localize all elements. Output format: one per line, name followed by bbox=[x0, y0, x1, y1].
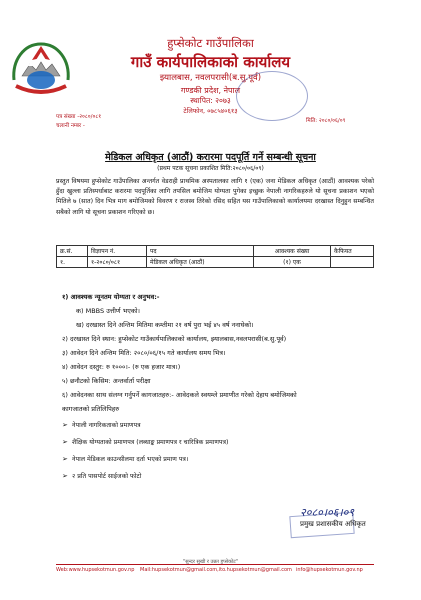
list-item: ➢ २ प्रति पासपोर्ट साईजको फोटो bbox=[62, 472, 142, 480]
notice-paragraph: प्रस्तुत विषयमा हुप्सेकोट गाउँपालिका अन्तर्गत वेडराही प्राथमिक अस्पतालका लागि १ (एक) जना मेडिकल अधिकृत (आठौं) आवश्यक परेको हुँदा खुल्ला प्रतिस्पर्धाबाट करारमा पदपूर्तिका लागि तपसिल बमोजिम योग्यता पुगेका इच्छुक नेपाली नागरिकहरुले यो सूचना प्रकाशन भएको मितिले ७ (सात) दिन भित्र माग बमोजिमको विवरण र राजस्व तिरेको रसिद सहित यस गाउँपालिकाको कार्यालयमा दरखास्त दिनुहुन सम्बन्धित सबैको लागि यो सूचना प्रकाशन गरिएको छ। bbox=[56, 178, 374, 216]
table-header: क्र.सं. bbox=[57, 246, 88, 257]
footer-web: Web:www.hupsekotmun.gov.np bbox=[56, 567, 135, 573]
section-fee: ४) आवेदन दस्तुर: रु १०००।- (रु एक हजार मात्र।) bbox=[62, 363, 181, 371]
ref-number: पत्र संख्या -२०८०/०८१ bbox=[56, 114, 102, 120]
qualification-b: ख) दरखास्त दिने अन्तिम मितिमा कम्तीमा २१ वर्ष पुरा भई ४५ वर्ष ननाघेको। bbox=[76, 321, 254, 329]
table-cell: मेडिकल अधिकृत (आठौं) bbox=[147, 257, 254, 268]
office-address: झ्यालबास, नवलपरासी(ब.सु.पूर्व) bbox=[159, 73, 262, 83]
footer-motto: "सुन्दर सुखी र उन्नत हुप्सेकोट" bbox=[182, 559, 239, 565]
section-qualification-heading: १) आवश्यक न्यूनतम योग्यता र अनुभव:- bbox=[62, 293, 160, 301]
dispatch-number: चलानी नम्बर - bbox=[56, 123, 85, 129]
section-selection: ५) छनौटको किसिम: अन्तर्वार्ता परीक्षा bbox=[62, 377, 151, 385]
qualification-a: क) MBBS उत्तीर्ण भएको। bbox=[76, 307, 141, 315]
table-header: आवश्यक संख्या bbox=[254, 246, 331, 257]
footer-divider bbox=[56, 564, 374, 565]
section-documents: ६) आवेदनका साथ संलग्न गर्नुपर्ने कागजातहरु:- आवेदकले स्वयम्ले प्रमाणीत गरेको देहाय बमोजिमको bbox=[62, 391, 297, 399]
table-header: कैफियत bbox=[331, 246, 374, 257]
table-cell: १. bbox=[57, 257, 88, 268]
arrow-check-icon: ➢ bbox=[62, 472, 68, 480]
seal-line: टेलिफोन, ०७८५४०६१३ bbox=[183, 107, 238, 115]
table-header-row bbox=[57, 246, 374, 257]
org-name: हुप्सेकोट गाउँपालिका bbox=[167, 36, 254, 50]
section-deadline: ३) आवेदन दिने अन्तिम मिति: २०८०/०६/१५ गते कार्यालय समय भित्र। bbox=[62, 349, 226, 357]
list-item: ➢ शैक्षिक योग्यताको प्रमाणपत्र (लब्धाङ्क प्रमाणपत्र र चारित्रिक प्रमाणपत्र) bbox=[62, 438, 229, 446]
office-stamp bbox=[236, 71, 308, 121]
signature: २०८०।०६।०९ bbox=[300, 506, 355, 519]
office-name: गाउँ कार्यपालिकाको कार्यालय bbox=[130, 53, 291, 71]
footer-info: info@hupsekotmun.gov.np bbox=[296, 567, 363, 573]
list-item: ➢ नेपाली नागरिकताको प्रमाणपत्र bbox=[62, 421, 141, 429]
table-cell: (१) एक bbox=[254, 257, 331, 268]
footer-mail: Mail:hupsekotmun@gmail.com,ito.hupsekotmun@gmail.com bbox=[140, 567, 292, 573]
table-cell: १-२०८०/०८१ bbox=[88, 257, 147, 268]
arrow-check-icon: ➢ bbox=[62, 455, 68, 463]
arrow-check-icon: ➢ bbox=[62, 421, 68, 429]
vacancy-table bbox=[56, 245, 374, 268]
list-item: ➢ नेपाल मेडिकल काउन्सीलमा दर्ता भएको प्रमाण पत्र। bbox=[62, 455, 189, 463]
section-documents-cont: कागजातको प्रतिलिपिहरु bbox=[62, 405, 120, 413]
arrow-check-icon: ➢ bbox=[62, 438, 68, 446]
established: स्थापित: २०७३ bbox=[190, 96, 231, 105]
table-header: पद bbox=[147, 246, 254, 257]
province: गण्डकी प्रदेश, नेपाल bbox=[180, 86, 241, 95]
section-application-place: २) दरखास्त दिने स्थान: हुप्सेकोट गाउँकार्यपालिकाको कार्यालय, झ्यालबास,नवलपरासी(ब.सु.पूर्व) bbox=[62, 335, 287, 343]
table-row bbox=[57, 257, 374, 268]
table-cell bbox=[331, 257, 374, 268]
notice-subtitle: (प्रथम पटक सूचना प्रकाशित मिति:२०८०/०६/०९) bbox=[157, 165, 264, 172]
table-header: विज्ञापन नं. bbox=[88, 246, 147, 257]
letter-date: मिति: २०८०/०६/०९ bbox=[306, 118, 346, 124]
notice-title: मेडिकल अधिकृत (आठौं) करारमा पदपूर्ति गर्ने सम्बन्धी सूचना bbox=[105, 152, 316, 163]
signatory-title: प्रमुख प्रशासकीय अधिकृत bbox=[300, 520, 366, 528]
